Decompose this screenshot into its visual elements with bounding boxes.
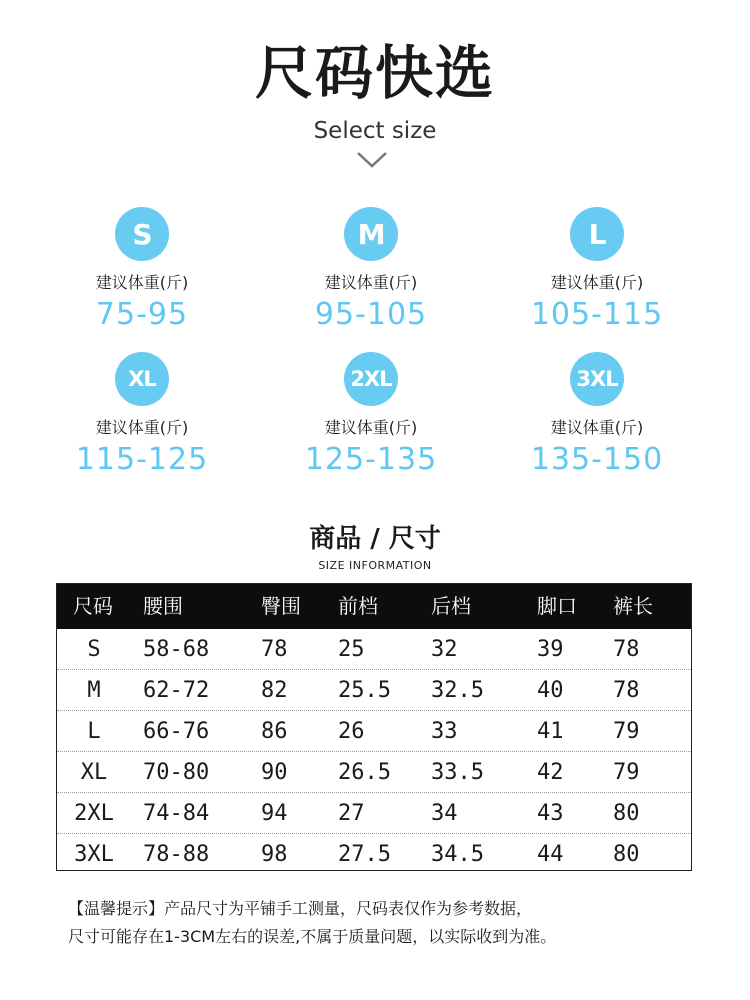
size-card-s xyxy=(42,207,242,333)
table-cell: 34 xyxy=(431,801,458,826)
size-badge: M xyxy=(344,207,398,261)
table-row xyxy=(57,752,691,793)
table-cell: 58-68 xyxy=(143,637,210,662)
header-cell: 后档 xyxy=(431,594,471,618)
table-cell: XL xyxy=(80,760,108,785)
table-cell: 66-76 xyxy=(143,719,210,744)
table-cell: 42 xyxy=(537,760,564,785)
weight-label: 建议体重(斤) xyxy=(95,273,189,292)
table-cell: 78 xyxy=(613,637,640,662)
table-cell: 80 xyxy=(613,842,640,867)
page-subtitle: Select size xyxy=(313,118,437,144)
table-row xyxy=(57,711,691,752)
size-badge: L xyxy=(570,207,624,261)
table-cell: 70-80 xyxy=(143,760,210,785)
table-cell: 25 xyxy=(338,637,365,662)
size-badge: 2XL xyxy=(344,352,398,406)
table-cell: 62-72 xyxy=(143,678,210,703)
header-cell: 前档 xyxy=(338,594,378,618)
table-cell: 39 xyxy=(537,637,564,662)
table-row xyxy=(57,629,691,670)
table-row xyxy=(57,793,691,834)
table-cell: 26 xyxy=(338,719,365,744)
table-cell: 79 xyxy=(613,760,640,785)
header-cell: 脚口 xyxy=(537,594,577,618)
weight-range: 135-150 xyxy=(530,442,664,477)
table-cell: 25.5 xyxy=(338,678,391,703)
weight-range: 75-95 xyxy=(95,297,189,332)
table-cell: 2XL xyxy=(74,801,114,826)
table-header xyxy=(57,584,691,629)
table-cell: 82 xyxy=(261,678,288,703)
tips-note xyxy=(68,895,728,951)
table-row xyxy=(57,670,691,711)
table-cell: 44 xyxy=(537,842,564,867)
size-badge: XL xyxy=(115,352,169,406)
weight-label: 建议体重(斤) xyxy=(95,418,189,437)
header-cell: 腰围 xyxy=(143,594,183,618)
page-title: 尺码快选 xyxy=(254,39,495,107)
table-cell: 78-88 xyxy=(143,842,210,867)
size-card-l xyxy=(497,207,697,333)
table-cell: 33 xyxy=(431,719,458,744)
table-cell: 98 xyxy=(261,842,288,867)
size-card-2xl xyxy=(271,352,471,478)
table-cell: 32.5 xyxy=(431,678,484,703)
table-cell: 74-84 xyxy=(143,801,210,826)
table-row xyxy=(57,834,691,874)
table-cell: 41 xyxy=(537,719,564,744)
table-cell: 33.5 xyxy=(431,760,484,785)
weight-range: 105-115 xyxy=(530,297,664,332)
table-cell: 78 xyxy=(261,637,288,662)
weight-label: 建议体重(斤) xyxy=(550,418,644,437)
size-table xyxy=(56,583,692,871)
table-cell: M xyxy=(87,678,101,703)
size-card-xl xyxy=(42,352,242,478)
weight-range: 95-105 xyxy=(314,297,428,332)
table-cell: 90 xyxy=(261,760,288,785)
table-cell: L xyxy=(87,719,101,744)
table-cell: 80 xyxy=(613,801,640,826)
table-cell: 32 xyxy=(431,637,458,662)
weight-range: 125-135 xyxy=(304,442,438,477)
size-card-m xyxy=(271,207,471,333)
table-cell: 94 xyxy=(261,801,288,826)
table-cell: 86 xyxy=(261,719,288,744)
table-cell: 27.5 xyxy=(338,842,391,867)
table-cell: 43 xyxy=(537,801,564,826)
table-cell: S xyxy=(87,637,101,662)
header-cell: 裤长 xyxy=(613,594,653,618)
table-cell: 78 xyxy=(613,678,640,703)
header-cell: 尺码 xyxy=(73,594,113,618)
table-cell: 34.5 xyxy=(431,842,484,867)
header-cell: 臀围 xyxy=(261,594,301,618)
weight-range: 115-125 xyxy=(75,442,209,477)
size-badge: S xyxy=(115,207,169,261)
weight-label: 建议体重(斤) xyxy=(324,273,418,292)
table-title: 商品 / 尺寸 xyxy=(309,524,441,554)
weight-label: 建议体重(斤) xyxy=(324,418,418,437)
table-cell: 26.5 xyxy=(338,760,391,785)
size-badge: 3XL xyxy=(570,352,624,406)
size-card-3xl xyxy=(497,352,697,478)
weight-label: 建议体重(斤) xyxy=(550,273,644,292)
table-cell: 3XL xyxy=(74,842,114,867)
table-cell: 79 xyxy=(613,719,640,744)
tips-line-2: 尺寸可能存在1-3CM左右的误差,不属于质量问题，以实际收到为准。 xyxy=(68,927,557,946)
table-cell: 27 xyxy=(338,801,365,826)
tips-line-1: 【温馨提示】产品尺寸为平铺手工测量，尺码表仅作为参考数据， xyxy=(68,899,533,918)
table-cell: 40 xyxy=(537,678,564,703)
table-subtitle: SIZE INFORMATION xyxy=(318,559,432,572)
chevron-down-icon xyxy=(355,150,389,170)
